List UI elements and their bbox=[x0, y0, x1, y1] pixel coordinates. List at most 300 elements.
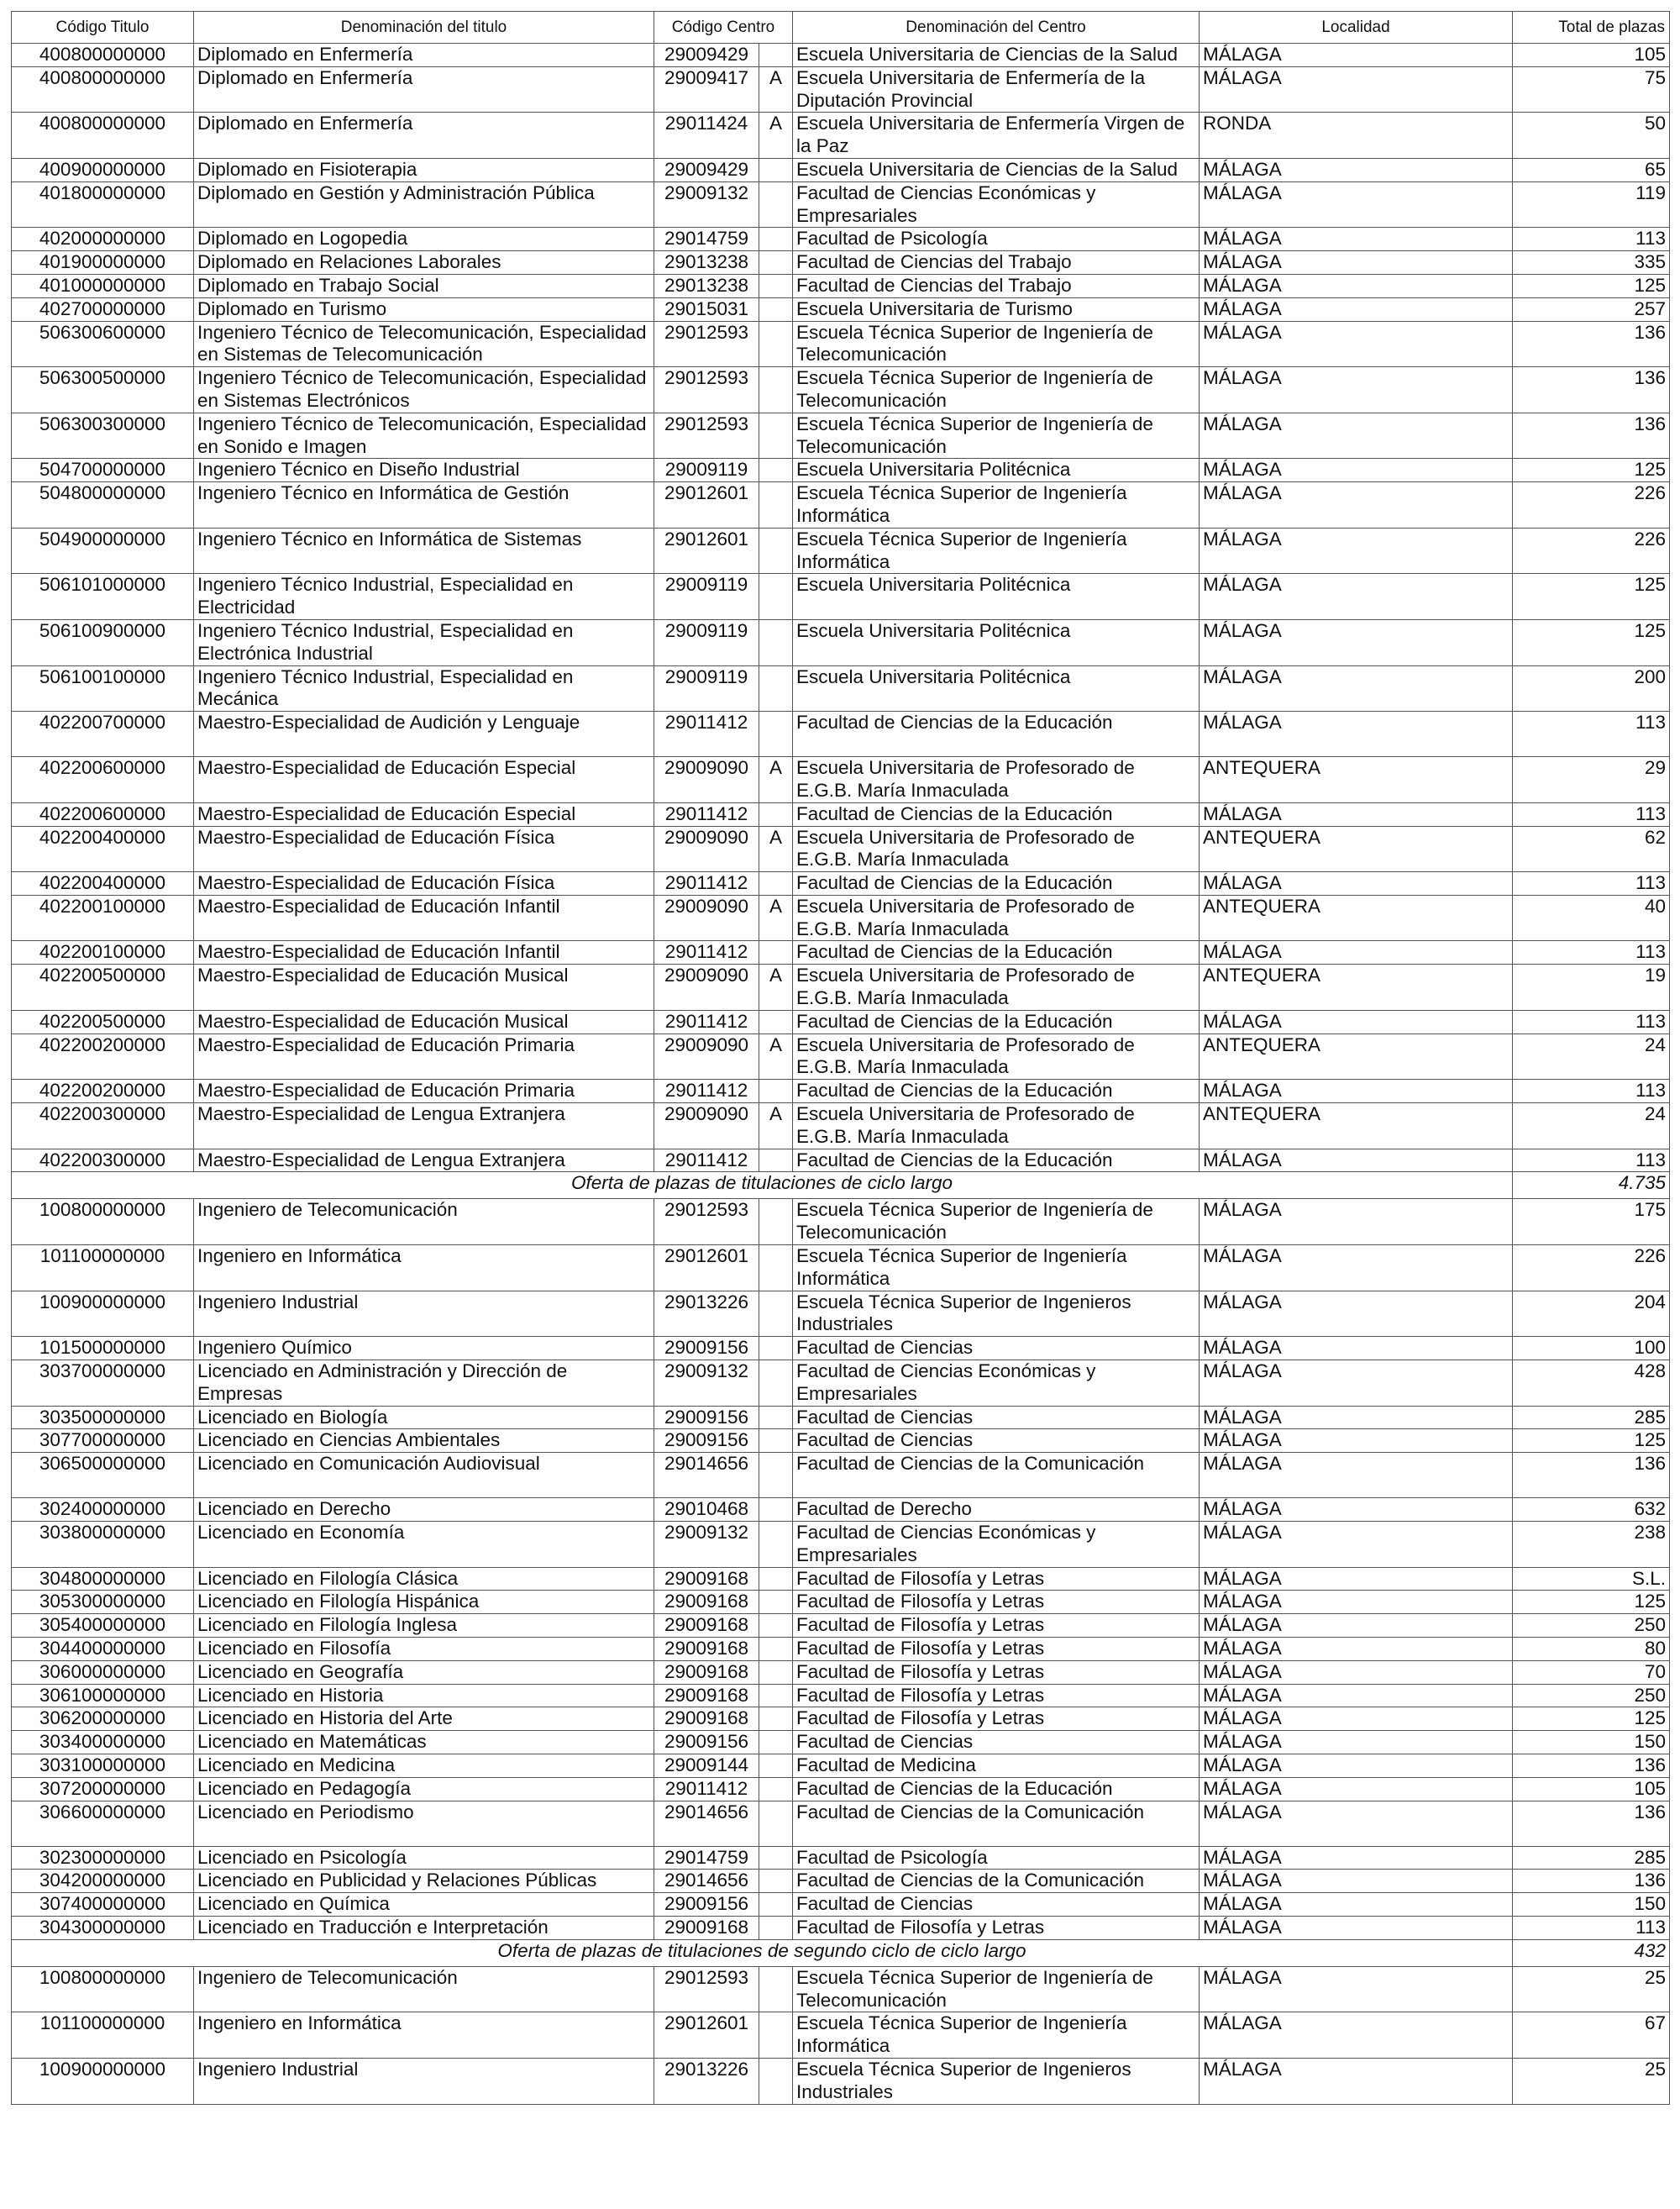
centro-cell: Escuela Universitaria de Ciencias de la Salud bbox=[793, 158, 1200, 181]
codigo-titulo-cell: 100900000000 bbox=[12, 2058, 194, 2104]
codigo-titulo-cell: 101100000000 bbox=[12, 1245, 194, 1291]
centro-cell: Facultad de Ciencias Económicas y Empresariales bbox=[793, 1360, 1200, 1407]
header-denominacion-titulo: Denominación del titulo bbox=[194, 12, 654, 44]
centro-cell: Escuela Universitaria de Ciencias de la Salud bbox=[793, 44, 1200, 67]
codigo-centro-cell: 29011412 bbox=[654, 872, 759, 896]
codigo-titulo-cell: 400800000000 bbox=[12, 113, 194, 159]
codigo-titulo-cell: 400800000000 bbox=[12, 66, 194, 113]
centro-mark-cell bbox=[759, 1360, 793, 1407]
plazas-cell: 136 bbox=[1513, 321, 1670, 367]
table-row bbox=[12, 1846, 1670, 1870]
table-row bbox=[12, 895, 1670, 941]
centro-mark-cell bbox=[759, 1010, 793, 1033]
codigo-centro-cell: 29009119 bbox=[654, 619, 759, 665]
codigo-centro-cell: 29009168 bbox=[654, 1684, 759, 1707]
centro-mark-cell bbox=[759, 1614, 793, 1638]
plazas-cell: 25 bbox=[1513, 1966, 1670, 2012]
centro-mark-cell bbox=[759, 1406, 793, 1429]
localidad-cell: MÁLAGA bbox=[1200, 1916, 1513, 1939]
table-row bbox=[12, 1966, 1670, 2012]
localidad-cell: MÁLAGA bbox=[1200, 1080, 1513, 1103]
table-row bbox=[12, 2012, 1670, 2059]
table-row bbox=[12, 1033, 1670, 1080]
centro-cell: Facultad de Ciencias de la Comunicación bbox=[793, 1453, 1200, 1498]
codigo-centro-cell: 29009132 bbox=[654, 181, 759, 228]
plazas-cell: 136 bbox=[1513, 1801, 1670, 1846]
centro-mark-cell: A bbox=[759, 757, 793, 803]
codigo-centro-cell: 29009429 bbox=[654, 44, 759, 67]
centro-mark-cell: A bbox=[759, 66, 793, 113]
codigo-centro-cell: 29011412 bbox=[654, 1777, 759, 1801]
codigo-titulo-cell: 401800000000 bbox=[12, 181, 194, 228]
localidad-cell: MÁLAGA bbox=[1200, 619, 1513, 665]
codigo-titulo-cell: 402200100000 bbox=[12, 895, 194, 941]
titulo-cell: Ingeniero Técnico Industrial, Especialidad en Mecánica bbox=[194, 665, 654, 712]
localidad-cell: MÁLAGA bbox=[1200, 482, 1513, 529]
plazas-cell: 100 bbox=[1513, 1337, 1670, 1360]
centro-mark-cell bbox=[759, 482, 793, 529]
table-row bbox=[12, 1567, 1670, 1591]
codigo-centro-cell: 29009156 bbox=[654, 1893, 759, 1917]
table-row bbox=[12, 66, 1670, 113]
codigo-centro-cell: 29009144 bbox=[654, 1754, 759, 1777]
titulo-cell: Diplomado en Enfermería bbox=[194, 44, 654, 67]
plazas-cell: 29 bbox=[1513, 757, 1670, 803]
localidad-cell: MÁLAGA bbox=[1200, 1010, 1513, 1033]
titulo-cell: Licenciado en Economía bbox=[194, 1522, 654, 1568]
localidad-cell: MÁLAGA bbox=[1200, 413, 1513, 459]
localidad-cell: MÁLAGA bbox=[1200, 2012, 1513, 2059]
titulo-cell: Diplomado en Turismo bbox=[194, 297, 654, 321]
codigo-centro-cell: 29009168 bbox=[654, 1660, 759, 1684]
codigo-centro-cell: 29009156 bbox=[654, 1731, 759, 1754]
codigo-centro-cell: 29009417 bbox=[654, 66, 759, 113]
plazas-cell: 113 bbox=[1513, 1149, 1670, 1172]
titulo-cell: Ingeniero Técnico en Informática de Gestión bbox=[194, 482, 654, 529]
header-denominacion-centro: Denominación del Centro bbox=[793, 12, 1200, 44]
plazas-table bbox=[11, 11, 1670, 2105]
codigo-titulo-cell: 400800000000 bbox=[12, 44, 194, 67]
centro-cell: Facultad de Ciencias de la Educación bbox=[793, 872, 1200, 896]
codigo-centro-cell: 29013226 bbox=[654, 1291, 759, 1337]
codigo-centro-cell: 29012593 bbox=[654, 367, 759, 413]
centro-mark-cell bbox=[759, 1291, 793, 1337]
codigo-titulo-cell: 402200600000 bbox=[12, 757, 194, 803]
codigo-titulo-cell: 402200300000 bbox=[12, 1149, 194, 1172]
codigo-centro-cell: 29011412 bbox=[654, 1149, 759, 1172]
codigo-titulo-cell: 402200600000 bbox=[12, 802, 194, 826]
section-total: 4.735 bbox=[1513, 1172, 1670, 1199]
titulo-cell: Licenciado en Matemáticas bbox=[194, 1731, 654, 1754]
titulo-cell: Diplomado en Fisioterapia bbox=[194, 158, 654, 181]
titulo-cell: Maestro-Especialidad de Educación Especial bbox=[194, 757, 654, 803]
titulo-cell: Licenciado en Administración y Dirección de Empresas bbox=[194, 1360, 654, 1407]
plazas-cell: 175 bbox=[1513, 1199, 1670, 1245]
centro-cell: Facultad de Ciencias de la Educación bbox=[793, 1080, 1200, 1103]
codigo-titulo-cell: 307400000000 bbox=[12, 1893, 194, 1917]
codigo-titulo-cell: 400900000000 bbox=[12, 158, 194, 181]
localidad-cell: MÁLAGA bbox=[1200, 1754, 1513, 1777]
plazas-cell: 75 bbox=[1513, 66, 1670, 113]
centro-mark-cell bbox=[759, 1453, 793, 1498]
codigo-centro-cell: 29013226 bbox=[654, 2058, 759, 2104]
plazas-cell: 136 bbox=[1513, 367, 1670, 413]
plazas-cell: 125 bbox=[1513, 1707, 1670, 1731]
centro-mark-cell: A bbox=[759, 113, 793, 159]
codigo-centro-cell: 29014759 bbox=[654, 1846, 759, 1870]
localidad-cell: MÁLAGA bbox=[1200, 1660, 1513, 1684]
titulo-cell: Diplomado en Enfermería bbox=[194, 66, 654, 113]
codigo-centro-cell: 29009168 bbox=[654, 1567, 759, 1591]
centro-mark-cell bbox=[759, 459, 793, 482]
localidad-cell: MÁLAGA bbox=[1200, 1777, 1513, 1801]
localidad-cell: ANTEQUERA bbox=[1200, 1033, 1513, 1080]
centro-cell: Escuela Técnica Superior de Ingeniería Informática bbox=[793, 2012, 1200, 2059]
centro-mark-cell bbox=[759, 1846, 793, 1870]
codigo-titulo-cell: 306500000000 bbox=[12, 1453, 194, 1498]
codigo-titulo-cell: 506100900000 bbox=[12, 619, 194, 665]
centro-mark-cell bbox=[759, 251, 793, 275]
table-row bbox=[12, 1754, 1670, 1777]
localidad-cell: MÁLAGA bbox=[1200, 1245, 1513, 1291]
localidad-cell: MÁLAGA bbox=[1200, 367, 1513, 413]
plazas-cell: 226 bbox=[1513, 482, 1670, 529]
table-row bbox=[12, 619, 1670, 665]
titulo-cell: Ingeniero Técnico de Telecomunicación, Especialidad en Sonido e Imagen bbox=[194, 413, 654, 459]
plazas-cell: 257 bbox=[1513, 297, 1670, 321]
plazas-cell: S.L. bbox=[1513, 1567, 1670, 1591]
codigo-centro-cell: 29012593 bbox=[654, 321, 759, 367]
centro-mark-cell bbox=[759, 158, 793, 181]
localidad-cell: MÁLAGA bbox=[1200, 181, 1513, 228]
localidad-cell: MÁLAGA bbox=[1200, 1966, 1513, 2012]
centro-mark-cell bbox=[759, 1707, 793, 1731]
centro-mark-cell bbox=[759, 1777, 793, 1801]
titulo-cell: Licenciado en Traducción e Interpretación bbox=[194, 1916, 654, 1939]
table-row bbox=[12, 1291, 1670, 1337]
titulo-cell: Maestro-Especialidad de Educación Musical bbox=[194, 965, 654, 1011]
centro-mark-cell bbox=[759, 1638, 793, 1661]
plazas-cell: 105 bbox=[1513, 44, 1670, 67]
codigo-titulo-cell: 504900000000 bbox=[12, 528, 194, 574]
table-row bbox=[12, 274, 1670, 297]
table-header bbox=[12, 12, 1670, 44]
centro-cell: Escuela Universitaria Politécnica bbox=[793, 459, 1200, 482]
table-row bbox=[12, 1707, 1670, 1731]
plazas-cell: 632 bbox=[1513, 1498, 1670, 1522]
section-total-row bbox=[12, 1939, 1670, 1966]
codigo-centro-cell: 29009132 bbox=[654, 1522, 759, 1568]
codigo-titulo-cell: 506300600000 bbox=[12, 321, 194, 367]
centro-cell: Facultad de Medicina bbox=[793, 1754, 1200, 1777]
codigo-centro-cell: 29011412 bbox=[654, 1010, 759, 1033]
table-row bbox=[12, 574, 1670, 620]
plazas-cell: 113 bbox=[1513, 802, 1670, 826]
table-row bbox=[12, 1337, 1670, 1360]
centro-mark-cell bbox=[759, 1149, 793, 1172]
titulo-cell: Diplomado en Logopedia bbox=[194, 228, 654, 251]
localidad-cell: MÁLAGA bbox=[1200, 1199, 1513, 1245]
codigo-centro-cell: 29009090 bbox=[654, 1033, 759, 1080]
localidad-cell: MÁLAGA bbox=[1200, 1567, 1513, 1591]
codigo-centro-cell: 29012601 bbox=[654, 2012, 759, 2059]
centro-mark-cell: A bbox=[759, 826, 793, 872]
plazas-cell: 136 bbox=[1513, 1754, 1670, 1777]
plazas-cell: 62 bbox=[1513, 826, 1670, 872]
codigo-centro-cell: 29009156 bbox=[654, 1429, 759, 1453]
centro-cell: Escuela Universitaria Politécnica bbox=[793, 574, 1200, 620]
centro-mark-cell bbox=[759, 1199, 793, 1245]
plazas-cell: 113 bbox=[1513, 1080, 1670, 1103]
plazas-cell: 238 bbox=[1513, 1522, 1670, 1568]
localidad-cell: MÁLAGA bbox=[1200, 66, 1513, 113]
centro-mark-cell bbox=[759, 1893, 793, 1917]
table-row bbox=[12, 712, 1670, 757]
plazas-cell: 150 bbox=[1513, 1893, 1670, 1917]
table-row bbox=[12, 1801, 1670, 1846]
plazas-cell: 65 bbox=[1513, 158, 1670, 181]
table-row bbox=[12, 482, 1670, 529]
centro-cell: Facultad de Ciencias de la Educación bbox=[793, 1149, 1200, 1172]
table-row bbox=[12, 228, 1670, 251]
centro-cell: Facultad de Derecho bbox=[793, 1498, 1200, 1522]
localidad-cell: ANTEQUERA bbox=[1200, 1103, 1513, 1149]
plazas-cell: 285 bbox=[1513, 1846, 1670, 1870]
codigo-titulo-cell: 306600000000 bbox=[12, 1801, 194, 1846]
plazas-cell: 119 bbox=[1513, 181, 1670, 228]
plazas-cell: 113 bbox=[1513, 941, 1670, 965]
localidad-cell: MÁLAGA bbox=[1200, 1337, 1513, 1360]
localidad-cell: MÁLAGA bbox=[1200, 2058, 1513, 2104]
localidad-cell: MÁLAGA bbox=[1200, 1406, 1513, 1429]
titulo-cell: Licenciado en Psicología bbox=[194, 1846, 654, 1870]
centro-cell: Escuela Técnica Superior de Ingenieros Industriales bbox=[793, 1291, 1200, 1337]
titulo-cell: Ingeniero Técnico Industrial, Especialidad en Electricidad bbox=[194, 574, 654, 620]
table-row bbox=[12, 1660, 1670, 1684]
plazas-cell: 113 bbox=[1513, 228, 1670, 251]
localidad-cell: MÁLAGA bbox=[1200, 274, 1513, 297]
titulo-cell: Ingeniero en Informática bbox=[194, 2012, 654, 2059]
centro-cell: Escuela Universitaria de Enfermería Virgen de la Paz bbox=[793, 113, 1200, 159]
table-row bbox=[12, 367, 1670, 413]
plazas-cell: 113 bbox=[1513, 1916, 1670, 1939]
codigo-titulo-cell: 402200200000 bbox=[12, 1080, 194, 1103]
centro-mark-cell bbox=[759, 1754, 793, 1777]
header-row bbox=[12, 12, 1670, 44]
centro-mark-cell: A bbox=[759, 1033, 793, 1080]
localidad-cell: ANTEQUERA bbox=[1200, 965, 1513, 1011]
plazas-cell: 204 bbox=[1513, 1291, 1670, 1337]
table-row bbox=[12, 941, 1670, 965]
plazas-cell: 285 bbox=[1513, 1406, 1670, 1429]
centro-cell: Facultad de Ciencias bbox=[793, 1893, 1200, 1917]
plazas-cell: 80 bbox=[1513, 1638, 1670, 1661]
titulo-cell: Licenciado en Química bbox=[194, 1893, 654, 1917]
titulo-cell: Ingeniero Industrial bbox=[194, 2058, 654, 2104]
codigo-titulo-cell: 302400000000 bbox=[12, 1498, 194, 1522]
localidad-cell: MÁLAGA bbox=[1200, 574, 1513, 620]
codigo-titulo-cell: 303500000000 bbox=[12, 1406, 194, 1429]
localidad-cell: MÁLAGA bbox=[1200, 158, 1513, 181]
codigo-titulo-cell: 402700000000 bbox=[12, 297, 194, 321]
titulo-cell: Ingeniero Técnico en Diseño Industrial bbox=[194, 459, 654, 482]
centro-mark-cell bbox=[759, 44, 793, 67]
table-row bbox=[12, 321, 1670, 367]
centro-cell: Escuela Universitaria de Profesorado de E.G.B. María Inmaculada bbox=[793, 757, 1200, 803]
titulo-cell: Ingeniero de Telecomunicación bbox=[194, 1199, 654, 1245]
centro-cell: Facultad de Ciencias bbox=[793, 1337, 1200, 1360]
centro-mark-cell: A bbox=[759, 1103, 793, 1149]
header-codigo-titulo: Código Titulo bbox=[12, 12, 194, 44]
codigo-centro-cell: 29009168 bbox=[654, 1707, 759, 1731]
centro-mark-cell bbox=[759, 1498, 793, 1522]
centro-cell: Facultad de Ciencias de la Educación bbox=[793, 941, 1200, 965]
plazas-cell: 428 bbox=[1513, 1360, 1670, 1407]
localidad-cell: MÁLAGA bbox=[1200, 459, 1513, 482]
table-row bbox=[12, 1406, 1670, 1429]
centro-cell: Facultad de Ciencias de la Educación bbox=[793, 712, 1200, 757]
codigo-titulo-cell: 100800000000 bbox=[12, 1966, 194, 2012]
titulo-cell: Licenciado en Ciencias Ambientales bbox=[194, 1429, 654, 1453]
titulo-cell: Ingeniero Técnico en Informática de Sistemas bbox=[194, 528, 654, 574]
centro-cell: Facultad de Ciencias de la Educación bbox=[793, 1777, 1200, 1801]
titulo-cell: Maestro-Especialidad de Lengua Extranjera bbox=[194, 1103, 654, 1149]
centro-cell: Escuela Universitaria Politécnica bbox=[793, 665, 1200, 712]
centro-mark-cell bbox=[759, 665, 793, 712]
centro-mark-cell bbox=[759, 1684, 793, 1707]
centro-cell: Facultad de Ciencias bbox=[793, 1406, 1200, 1429]
codigo-titulo-cell: 402200200000 bbox=[12, 1033, 194, 1080]
codigo-centro-cell: 29009156 bbox=[654, 1406, 759, 1429]
plazas-cell: 24 bbox=[1513, 1103, 1670, 1149]
codigo-titulo-cell: 303800000000 bbox=[12, 1522, 194, 1568]
codigo-centro-cell: 29009090 bbox=[654, 1103, 759, 1149]
centro-mark-cell bbox=[759, 1245, 793, 1291]
localidad-cell: MÁLAGA bbox=[1200, 251, 1513, 275]
table-body bbox=[12, 44, 1670, 2105]
codigo-centro-cell: 29012601 bbox=[654, 1245, 759, 1291]
table-row bbox=[12, 1522, 1670, 1568]
section-title: Oferta de plazas de titulaciones de segundo ciclo de ciclo largo bbox=[12, 1939, 1513, 1966]
centro-cell: Facultad de Filosofía y Letras bbox=[793, 1707, 1200, 1731]
plazas-cell: 136 bbox=[1513, 1453, 1670, 1498]
centro-mark-cell bbox=[759, 1567, 793, 1591]
codigo-centro-cell: 29011412 bbox=[654, 712, 759, 757]
localidad-cell: MÁLAGA bbox=[1200, 1453, 1513, 1498]
centro-cell: Escuela Técnica Superior de Ingeniería de Telecomunicación bbox=[793, 413, 1200, 459]
localidad-cell: MÁLAGA bbox=[1200, 1870, 1513, 1893]
table-row bbox=[12, 872, 1670, 896]
codigo-centro-cell: 29009090 bbox=[654, 826, 759, 872]
table-row bbox=[12, 826, 1670, 872]
table-row bbox=[12, 1870, 1670, 1893]
codigo-titulo-cell: 401900000000 bbox=[12, 251, 194, 275]
table-row bbox=[12, 413, 1670, 459]
titulo-cell: Licenciado en Derecho bbox=[194, 1498, 654, 1522]
plazas-cell: 226 bbox=[1513, 1245, 1670, 1291]
codigo-titulo-cell: 307200000000 bbox=[12, 1777, 194, 1801]
centro-cell: Facultad de Psicología bbox=[793, 1846, 1200, 1870]
localidad-cell: ANTEQUERA bbox=[1200, 826, 1513, 872]
centro-mark-cell bbox=[759, 941, 793, 965]
codigo-titulo-cell: 304400000000 bbox=[12, 1638, 194, 1661]
plazas-cell: 200 bbox=[1513, 665, 1670, 712]
localidad-cell: MÁLAGA bbox=[1200, 1360, 1513, 1407]
codigo-titulo-cell: 307700000000 bbox=[12, 1429, 194, 1453]
titulo-cell: Licenciado en Filología Inglesa bbox=[194, 1614, 654, 1638]
codigo-titulo-cell: 101100000000 bbox=[12, 2012, 194, 2059]
codigo-centro-cell: 29009119 bbox=[654, 665, 759, 712]
codigo-centro-cell: 29009168 bbox=[654, 1614, 759, 1638]
plazas-cell: 125 bbox=[1513, 274, 1670, 297]
titulo-cell: Licenciado en Historia bbox=[194, 1684, 654, 1707]
centro-cell: Facultad de Ciencias bbox=[793, 1731, 1200, 1754]
localidad-cell: MÁLAGA bbox=[1200, 44, 1513, 67]
codigo-centro-cell: 29012601 bbox=[654, 482, 759, 529]
table-row bbox=[12, 665, 1670, 712]
titulo-cell: Maestro-Especialidad de Audición y Lenguaje bbox=[194, 712, 654, 757]
codigo-centro-cell: 29011412 bbox=[654, 1080, 759, 1103]
codigo-titulo-cell: 305400000000 bbox=[12, 1614, 194, 1638]
titulo-cell: Ingeniero Técnico de Telecomunicación, Especialidad en Sistemas Electrónicos bbox=[194, 367, 654, 413]
codigo-titulo-cell: 402200400000 bbox=[12, 826, 194, 872]
titulo-cell: Licenciado en Historia del Arte bbox=[194, 1707, 654, 1731]
codigo-titulo-cell: 306000000000 bbox=[12, 1660, 194, 1684]
table-row bbox=[12, 251, 1670, 275]
titulo-cell: Maestro-Especialidad de Educación Infantil bbox=[194, 895, 654, 941]
plazas-cell: 113 bbox=[1513, 712, 1670, 757]
plazas-cell: 67 bbox=[1513, 2012, 1670, 2059]
centro-cell: Facultad de Ciencias de la Educación bbox=[793, 1010, 1200, 1033]
localidad-cell: MÁLAGA bbox=[1200, 1591, 1513, 1614]
plazas-cell: 250 bbox=[1513, 1614, 1670, 1638]
codigo-titulo-cell: 303100000000 bbox=[12, 1754, 194, 1777]
centro-cell: Facultad de Ciencias de la Comunicación bbox=[793, 1870, 1200, 1893]
centro-mark-cell bbox=[759, 1429, 793, 1453]
codigo-titulo-cell: 506101000000 bbox=[12, 574, 194, 620]
centro-mark-cell bbox=[759, 367, 793, 413]
titulo-cell: Maestro-Especialidad de Educación Primaria bbox=[194, 1033, 654, 1080]
codigo-titulo-cell: 402200100000 bbox=[12, 941, 194, 965]
centro-cell: Facultad de Ciencias de la Comunicación bbox=[793, 1801, 1200, 1846]
titulo-cell: Ingeniero de Telecomunicación bbox=[194, 1966, 654, 2012]
codigo-centro-cell: 29014656 bbox=[654, 1453, 759, 1498]
titulo-cell: Licenciado en Filosofía bbox=[194, 1638, 654, 1661]
codigo-centro-cell: 29009168 bbox=[654, 1916, 759, 1939]
titulo-cell: Maestro-Especialidad de Lengua Extranjera bbox=[194, 1149, 654, 1172]
localidad-cell: ANTEQUERA bbox=[1200, 895, 1513, 941]
centro-cell: Escuela Universitaria de Turismo bbox=[793, 297, 1200, 321]
table-row bbox=[12, 1149, 1670, 1172]
codigo-titulo-cell: 306100000000 bbox=[12, 1684, 194, 1707]
centro-mark-cell bbox=[759, 1522, 793, 1568]
localidad-cell: MÁLAGA bbox=[1200, 712, 1513, 757]
centro-mark-cell bbox=[759, 2058, 793, 2104]
centro-mark-cell bbox=[759, 802, 793, 826]
titulo-cell: Diplomado en Gestión y Administración Pública bbox=[194, 181, 654, 228]
codigo-centro-cell: 29014656 bbox=[654, 1870, 759, 1893]
centro-cell: Facultad de Filosofía y Letras bbox=[793, 1614, 1200, 1638]
codigo-centro-cell: 29011412 bbox=[654, 802, 759, 826]
plazas-cell: 250 bbox=[1513, 1684, 1670, 1707]
titulo-cell: Licenciado en Geografía bbox=[194, 1660, 654, 1684]
centro-cell: Facultad de Ciencias de la Educación bbox=[793, 802, 1200, 826]
plazas-cell: 19 bbox=[1513, 965, 1670, 1011]
plazas-cell: 113 bbox=[1513, 1010, 1670, 1033]
centro-mark-cell bbox=[759, 413, 793, 459]
codigo-centro-cell: 29012601 bbox=[654, 528, 759, 574]
table-row bbox=[12, 1498, 1670, 1522]
